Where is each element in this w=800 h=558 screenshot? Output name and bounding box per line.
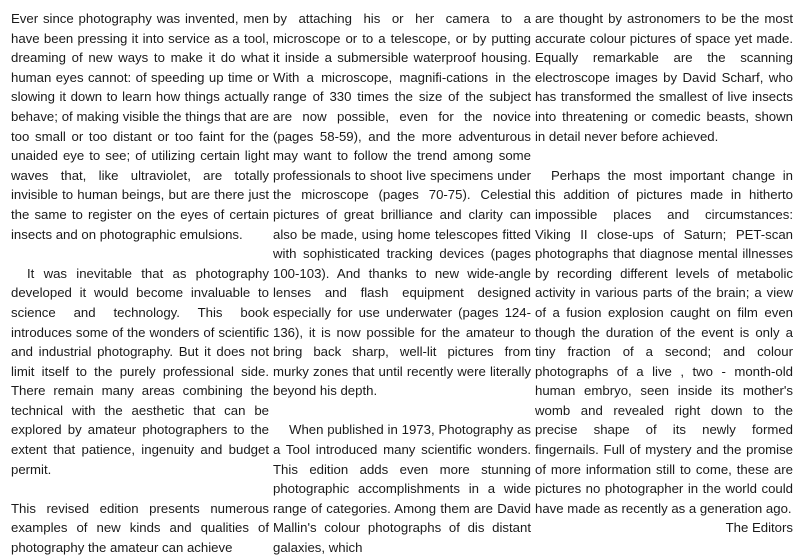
paragraph: It was inevitable that as photography developed it would become invaluable to science and technology. This book introduces some of the wonders of scientific and industrial photography. But it does not limit itself to the purely professional side. There remain many areas combining the technical with the aesthetic that can be explored by amateur photographers to the extent that patience, ingenuity and budget permit. xyxy=(11,265,269,477)
paragraph: When published in 1973, Photography as a Tool introduced many scientific wonders. This edition adds even more stunning photographic accomplishments in a wide range of categories. Among them are David Mallin's colour photographs of dis distant galaxies, which xyxy=(273,422,531,556)
text-column-2 xyxy=(273,9,531,558)
paragraph: This revised edition presents numerous examples of new kinds and qualities of photography the amateur can achieve xyxy=(11,500,269,556)
paragraph: by attaching his or her camera to a microscope or to a telescope, or by putting it inside a submersible waterproof housing. With a microscope, magnifi-cations in the range of 330 times the size of the subject are now possible, even for the novice (pages 58-59), and the more adventurous may want to follow the trend among some professionals to shoot live specimens under the microscope (pages 70-75). Celestial pictures of great brilliance and clarity can also be made, using home telescopes fitted with sophisticated tracking devices (pages 100-103). And thanks to new wide-angle lenses and flash equipment designed especially for use underwater (pages 124-136), it is now possible for the amateur to bring back sharp, well-lit pictures from murky zones that until recently were literally beyond his depth. xyxy=(273,11,531,399)
paragraph: are thought by astronomers to be the most accurate colour pictures of space yet made. Equally remarkable are the scanning electroscope images by David Scharf, who has transformed the smallest of live insects into threatening or comedic beasts, shown in detail never before achieved. xyxy=(535,11,793,144)
paragraph: Perhaps the most important change in this addition of pictures made in hitherto impossible places and circumstances: Viking II close-ups of Saturn; PET-scan photographs that diagnose mental illnesses by recording different levels of metabolic activity in various parts of the brain; a view of a fusion explosion caught on film even though the duration of the event is only a tiny fraction of a second; and colour photographs of a live , two - month-old human embryo, seen inside its mother's womb and revealed right down to the precise shape of its newly formed fingernails. Full of mystery and the promise of more information still to come, these are pictures no photographer in the world could have made as recently as a generation ago. xyxy=(535,167,793,516)
signature: The Editors xyxy=(725,520,793,536)
paragraph: Ever since photography was invented, men have been pressing it into service as a tool, dreaming of new ways to make it do what human eyes cannot: of speeding up time or slowing it down to learn how things actually behave; of making visible the things that are too small or too distant or too faint for the unaided eye to see; of utilizing certain light waves that, like ultraviolet, are totally invisible to human beings, but are there just the same to register on the eyes of certain insects and on photographic emulsions. xyxy=(11,11,269,242)
text-column-3 xyxy=(535,9,793,538)
text-column-1 xyxy=(11,9,269,558)
